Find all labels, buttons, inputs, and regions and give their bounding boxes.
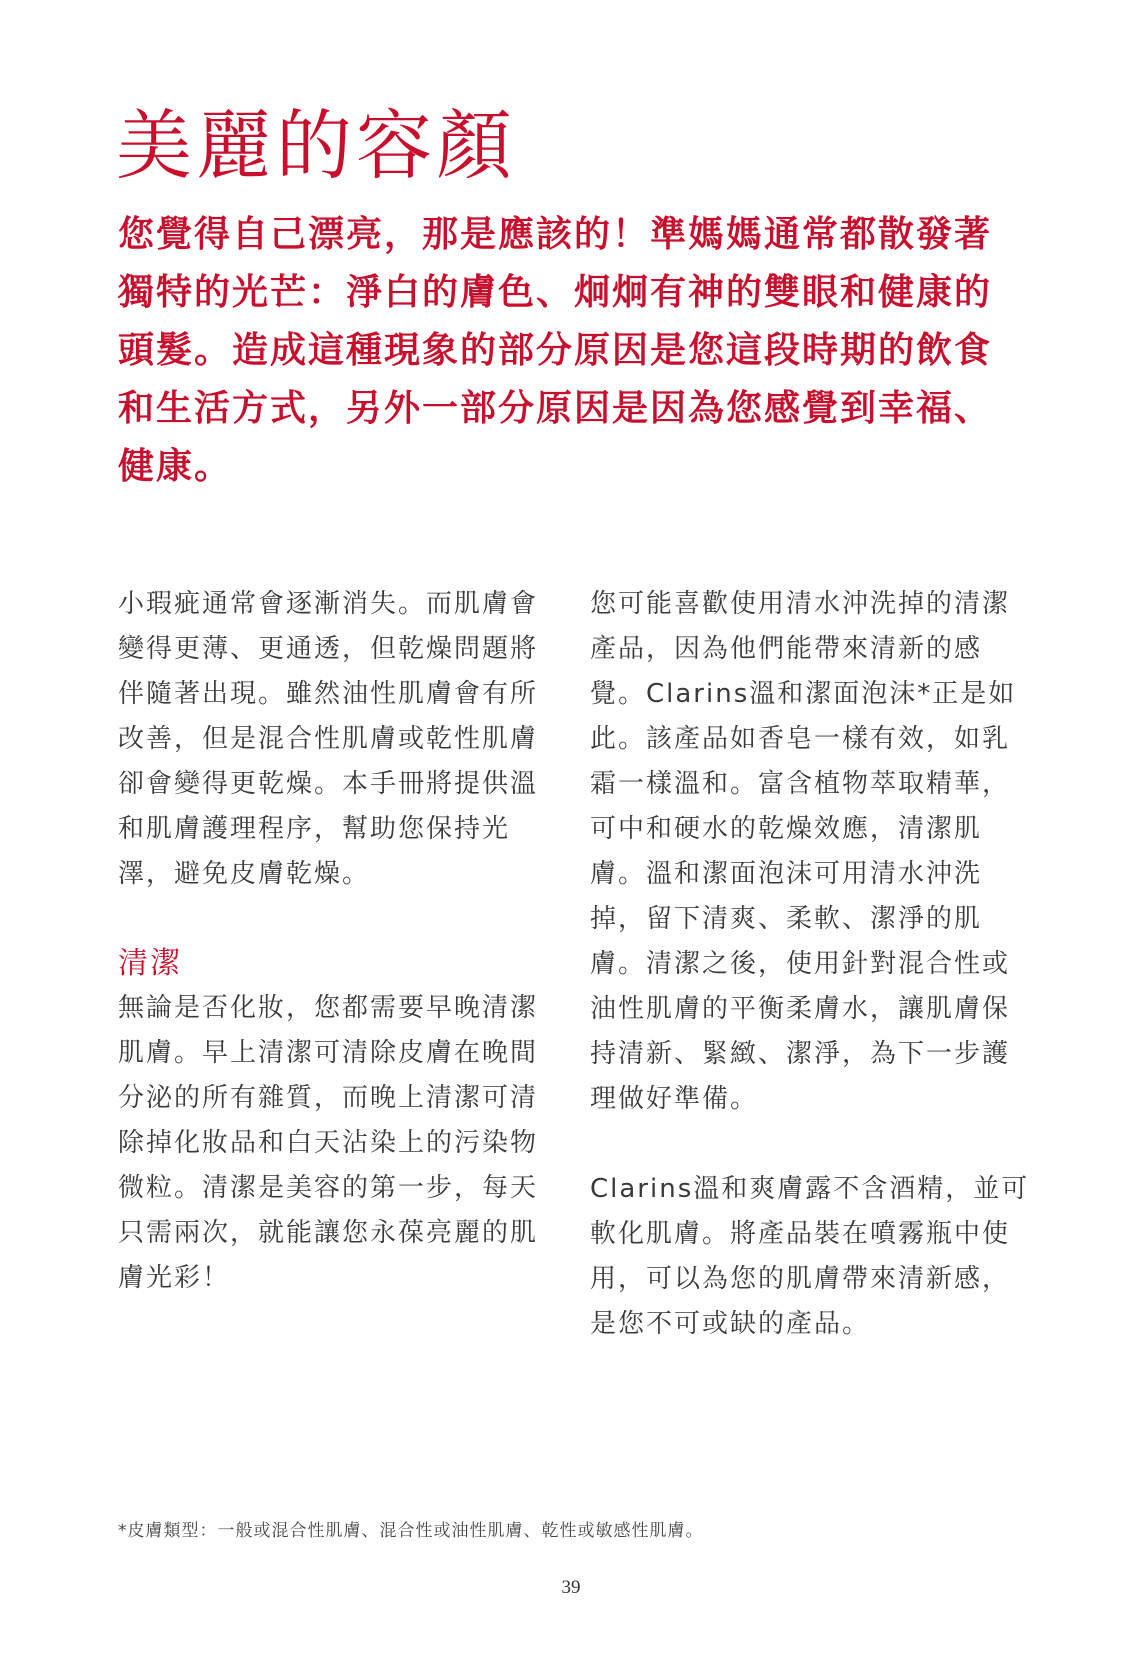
right-column xyxy=(590,582,1030,1347)
left-column xyxy=(118,582,548,1301)
page-number: 39 xyxy=(561,1577,581,1598)
left-paragraph-2: 無論是否化妝，您都需要早晚清潔肌膚。早上清潔可清除皮膚在晚間分泌的所有雜質，而晚上清潔可清除掉化妝品和白天沾染上的污染物微粒。清潔是美容的第一步，每天只需兩次，就能讓您永葆亮麗的肌膚光彩！ xyxy=(118,993,539,1293)
footnote: *皮膚類型：一般或混合性肌膚、混合性或油性肌膚、乾性或敏感性肌膚。 xyxy=(118,1521,704,1541)
intro-paragraph: 您覺得自己漂亮，那是應該的！準媽媽通常都散發著獨特的光芒：淨白的膚色、炯炯有神的雙眼和健康的頭髮。造成這種現象的部分原因是您這段時期的飲食和生活方式，另外一部分原因是因為您感覺到幸福、健康。 xyxy=(118,214,993,487)
left-paragraph-1: 小瑕疵通常會逐漸消失。而肌膚會變得更薄、更通透，但乾燥問題將伴隨著出現。雖然油性肌膚會有所改善，但是混合性肌膚或乾性肌膚卻會變得更乾燥。本手冊將提供溫和肌膚護理程序，幫助您保持光澤，避免皮膚乾燥。 xyxy=(118,589,539,889)
right-paragraph-1: 您可能喜歡使用清水沖洗掉的清潔產品，因為他們能帶來清新的感覺。Clarins溫和潔面泡沫*正是如此。該產品如香皂一樣有效，如乳霜一樣溫和。富含植物萃取精華，可中和硬水的乾燥效應，清潔肌膚。溫和潔面泡沫可用清水沖洗掉，留下清爽、柔軟、潔淨的肌膚。清潔之後，使用針對混合性或油性肌膚的平衡柔膚水，讓肌膚保持清新、緊緻、潔淨，為下一步護理做好準備。 xyxy=(590,589,1017,1114)
right-paragraph-2: Clarins溫和爽膚露不含酒精，並可軟化肌膚。將產品裝在噴霧瓶中使用，可以為您的肌膚帶來清新感，是您不可或缺的產品。 xyxy=(590,1174,1030,1339)
page-title: 美麗的容顏 xyxy=(116,101,516,190)
section-heading-cleansing: 清潔 xyxy=(118,946,182,981)
